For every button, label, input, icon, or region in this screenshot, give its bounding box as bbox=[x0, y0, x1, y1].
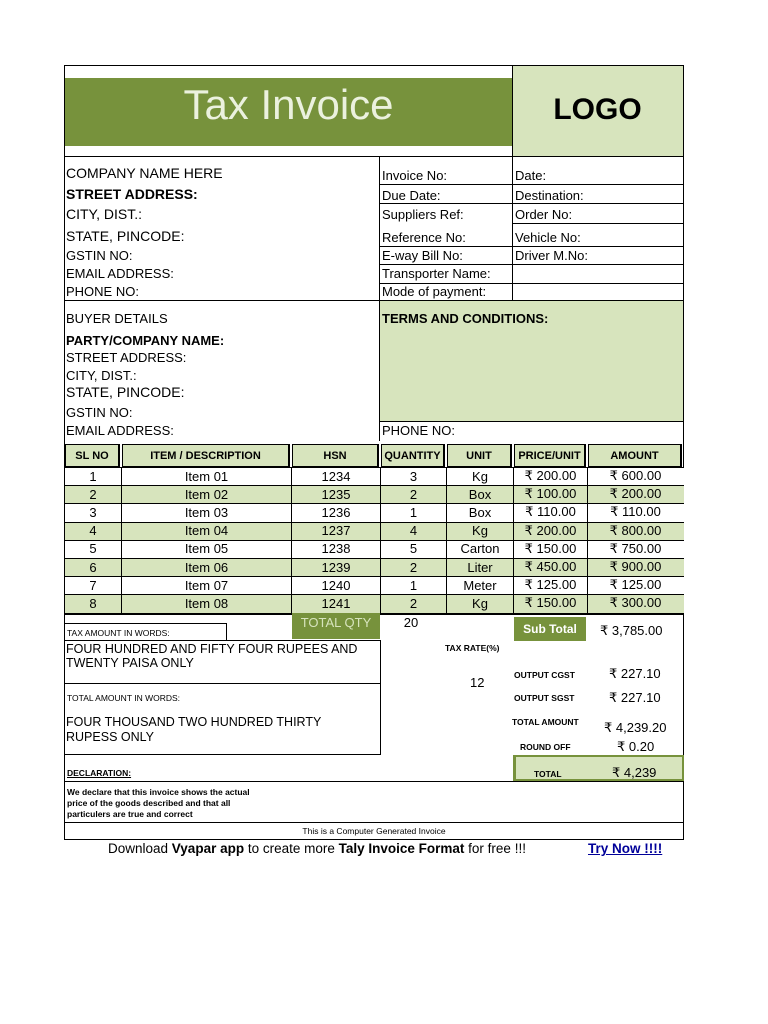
promo-line bbox=[108, 841, 526, 857]
company-name: COMPANY NAME HERE bbox=[66, 165, 223, 181]
cgst-label: OUTPUT CGST bbox=[514, 670, 575, 680]
cell-quantity: 2 bbox=[380, 594, 446, 612]
cell-sl-no: 3 bbox=[64, 503, 121, 521]
company-phone: PHONE NO: bbox=[66, 284, 139, 299]
generated-note: This is a Computer Generated Invoice bbox=[302, 826, 446, 836]
sgst-value: ₹ 227.10 bbox=[609, 690, 661, 705]
cell-unit: Kg bbox=[446, 594, 513, 612]
cell-hsn: 1235 bbox=[291, 485, 380, 503]
date-label: Date: bbox=[515, 168, 547, 183]
cell-sl-no: 1 bbox=[64, 467, 121, 485]
cell-price-unit: ₹ 450.00 bbox=[513, 558, 587, 576]
col-header-item-description: ITEM / DESCRIPTION bbox=[122, 444, 290, 467]
cell-item-description: Item 03 bbox=[121, 503, 291, 521]
cell-hsn: 1239 bbox=[291, 558, 380, 576]
cell-quantity: 2 bbox=[380, 485, 446, 503]
footer-divider bbox=[64, 822, 684, 823]
declaration-line2: price of the goods described and that all bbox=[67, 798, 231, 808]
tax-words-line2: TWENTY PAISA ONLY bbox=[66, 656, 194, 670]
total-words-label: TOTAL AMOUNT IN WORDS: bbox=[67, 693, 181, 703]
cell-hsn: 1238 bbox=[291, 540, 380, 558]
reference-no-label: Reference No: bbox=[382, 230, 466, 245]
company-state: STATE, PINCODE: bbox=[66, 228, 185, 244]
cell-quantity: 1 bbox=[380, 576, 446, 594]
promo-vyapar: Vyapar app bbox=[171, 841, 245, 856]
total-amount-label: TOTAL AMOUNT bbox=[512, 717, 579, 727]
total-qty-value: 20 bbox=[403, 615, 419, 630]
header-divider bbox=[64, 156, 684, 157]
transporter-label: Transporter Name: bbox=[382, 266, 491, 281]
logo-text: LOGO bbox=[553, 93, 642, 126]
cell-hsn: 1236 bbox=[291, 503, 380, 521]
promo-taly: Taly Invoice Format bbox=[338, 841, 465, 856]
row-line bbox=[379, 184, 684, 185]
cell-item-description: Item 01 bbox=[121, 467, 291, 485]
cell-amount: ₹ 750.00 bbox=[587, 540, 683, 558]
col-header-price-unit: PRICE/UNIT bbox=[514, 444, 586, 467]
row-line bbox=[379, 421, 684, 422]
company-street: STREET ADDRESS: bbox=[66, 186, 198, 202]
cell-amount: ₹ 600.00 bbox=[587, 467, 683, 485]
promo-text-3: to create more bbox=[244, 841, 339, 856]
sgst-label: OUTPUT SGST bbox=[514, 693, 575, 703]
cell-unit: Liter bbox=[446, 558, 513, 576]
promo-text-5: for free !!! bbox=[464, 841, 526, 856]
cell-item-description: Item 06 bbox=[121, 558, 291, 576]
cell-price-unit: ₹ 150.00 bbox=[513, 594, 587, 612]
due-date-label: Due Date: bbox=[382, 188, 441, 203]
cell-sl-no: 8 bbox=[64, 594, 121, 612]
cell-amount: ₹ 900.00 bbox=[587, 558, 683, 576]
cell-hsn: 1237 bbox=[291, 522, 380, 540]
tax-rate-value: 12 bbox=[470, 675, 485, 690]
buyer-city: CITY, DIST.: bbox=[66, 368, 137, 383]
cell-sl-no: 7 bbox=[64, 576, 121, 594]
mode-payment-label: Mode of payment: bbox=[382, 284, 487, 299]
tax-words-label: TAX AMOUNT IN WORDS: bbox=[67, 628, 170, 638]
row-line bbox=[379, 264, 684, 265]
total-qty-label: TOTAL QTY bbox=[300, 615, 372, 630]
cell-sl-no: 5 bbox=[64, 540, 121, 558]
grand-total-value: ₹ 4,239 bbox=[612, 765, 657, 780]
buyer-street: STREET ADDRESS: bbox=[66, 350, 187, 365]
declaration-line3: particulers are true and correct bbox=[67, 809, 193, 819]
row-line bbox=[379, 246, 684, 247]
tax-rate-label: TAX RATE(%) bbox=[445, 643, 500, 653]
cell-unit: Box bbox=[446, 485, 513, 503]
row-line bbox=[379, 203, 684, 204]
try-now-link[interactable]: Try Now !!!! bbox=[588, 841, 663, 856]
order-no-label: Order No: bbox=[515, 207, 573, 222]
cell-sl-no: 2 bbox=[64, 485, 121, 503]
cell-item-description: Item 02 bbox=[121, 485, 291, 503]
company-email: EMAIL ADDRESS: bbox=[66, 266, 174, 281]
cell-hsn: 1234 bbox=[291, 467, 380, 485]
cell-item-description: Item 04 bbox=[121, 522, 291, 540]
buyer-phone: PHONE NO: bbox=[382, 423, 455, 438]
cell-hsn: 1240 bbox=[291, 576, 380, 594]
cell-price-unit: ₹ 200.00 bbox=[513, 522, 587, 540]
promo-text-1: Download bbox=[108, 841, 172, 856]
round-off-value: ₹ 0.20 bbox=[617, 739, 655, 754]
col-header-sl-no: SL NO bbox=[65, 444, 120, 467]
col-header-hsn: HSN bbox=[292, 444, 379, 467]
row-line bbox=[512, 223, 684, 224]
cell-amount: ₹ 200.00 bbox=[587, 485, 683, 503]
buyer-heading: BUYER DETAILS bbox=[66, 311, 168, 326]
vehicle-no-label: Vehicle No: bbox=[515, 230, 581, 245]
cell-item-description: Item 08 bbox=[121, 594, 291, 612]
total-words-line1: FOUR THOUSAND TWO HUNDRED THIRTY bbox=[66, 715, 322, 729]
subtotal-value: ₹ 3,785.00 bbox=[600, 623, 663, 638]
destination-label: Destination: bbox=[515, 188, 584, 203]
eway-bill-label: E-way Bill No: bbox=[382, 248, 463, 263]
total-words-line2: RUPESS ONLY bbox=[66, 730, 154, 744]
col-header-quantity: QUANTITY bbox=[381, 444, 445, 467]
col-header-unit: UNIT bbox=[447, 444, 512, 467]
items-table bbox=[64, 441, 684, 613]
cell-unit: Meter bbox=[446, 576, 513, 594]
cell-quantity: 5 bbox=[380, 540, 446, 558]
declaration-heading: DECLARATION: bbox=[67, 768, 132, 778]
cell-amount: ₹ 300.00 bbox=[587, 594, 683, 612]
cell-quantity: 4 bbox=[380, 522, 446, 540]
cell-hsn: 1241 bbox=[291, 594, 380, 612]
cell-amount: ₹ 800.00 bbox=[587, 522, 683, 540]
buyer-party: PARTY/COMPANY NAME: bbox=[66, 333, 225, 348]
cell-amount: ₹ 110.00 bbox=[587, 503, 683, 521]
subtotal-label: Sub Total bbox=[523, 622, 577, 636]
cell-quantity: 1 bbox=[380, 503, 446, 521]
declaration-divider bbox=[64, 781, 684, 782]
buyer-state: STATE, PINCODE: bbox=[66, 384, 185, 400]
col-header-amount: AMOUNT bbox=[588, 444, 682, 467]
terms-heading: TERMS AND CONDITIONS: bbox=[382, 311, 549, 326]
cell-price-unit: ₹ 150.00 bbox=[513, 540, 587, 558]
cell-item-description: Item 07 bbox=[121, 576, 291, 594]
driver-mno-label: Driver M.No: bbox=[515, 248, 588, 263]
cell-unit: Kg bbox=[446, 467, 513, 485]
cell-price-unit: ₹ 200.00 bbox=[513, 467, 587, 485]
cell-price-unit: ₹ 110.00 bbox=[513, 503, 587, 521]
declaration-line1: We declare that this invoice shows the actual bbox=[67, 787, 250, 797]
cell-quantity: 2 bbox=[380, 558, 446, 576]
cell-sl-no: 4 bbox=[64, 522, 121, 540]
cell-price-unit: ₹ 100.00 bbox=[513, 485, 587, 503]
cell-amount: ₹ 125.00 bbox=[587, 576, 683, 594]
suppliers-ref-label: Suppliers Ref: bbox=[382, 207, 464, 222]
cell-quantity: 3 bbox=[380, 467, 446, 485]
buyer-gstin: GSTIN NO: bbox=[66, 405, 133, 420]
cgst-value: ₹ 227.10 bbox=[609, 666, 661, 681]
cell-item-description: Item 05 bbox=[121, 540, 291, 558]
company-gstin: GSTIN NO: bbox=[66, 248, 133, 263]
invoice-no-label: Invoice No: bbox=[382, 168, 448, 183]
round-off-label: ROUND OFF bbox=[520, 742, 571, 752]
cell-unit: Box bbox=[446, 503, 513, 521]
cell-price-unit: ₹ 125.00 bbox=[513, 576, 587, 594]
cell-sl-no: 6 bbox=[64, 558, 121, 576]
cell-unit: Carton bbox=[446, 540, 513, 558]
page-title: Tax Invoice bbox=[183, 81, 394, 128]
fields-divider bbox=[512, 156, 513, 301]
company-city: CITY, DIST.: bbox=[66, 206, 142, 222]
total-amount-value: ₹ 4,239.20 bbox=[604, 720, 667, 735]
tax-words-line1: FOUR HUNDRED AND FIFTY FOUR RUPEES AND bbox=[66, 642, 358, 656]
cell-unit: Kg bbox=[446, 522, 513, 540]
buyer-email: EMAIL ADDRESS: bbox=[66, 423, 174, 438]
grand-total-label: TOTAL bbox=[534, 769, 562, 779]
